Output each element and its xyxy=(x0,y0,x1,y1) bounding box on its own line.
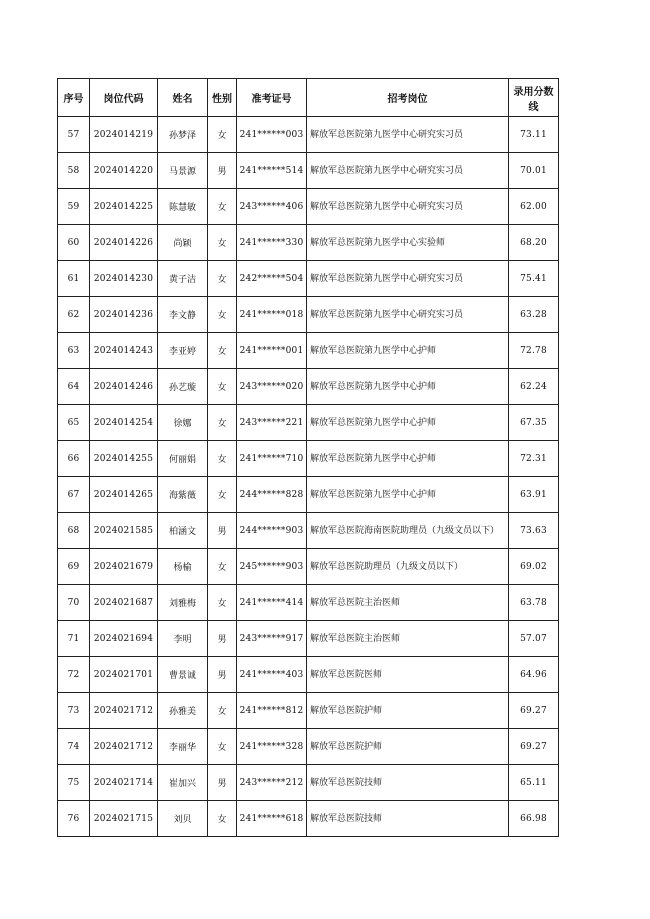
cell-post-code: 2024021712 xyxy=(90,693,158,729)
table-row xyxy=(58,189,559,225)
cell-ticket-number: 241******003 xyxy=(237,117,307,153)
table-row xyxy=(58,513,559,549)
cell-position: 解放军总医院第九医学中心护师 xyxy=(307,405,509,441)
table-row xyxy=(58,765,559,801)
cell-position: 解放军总医院第九医学中心护师 xyxy=(307,477,509,513)
cell-index: 75 xyxy=(58,765,90,801)
cell-post-code: 2024021714 xyxy=(90,765,158,801)
cell-position: 解放军总医院第九医学中心护师 xyxy=(307,369,509,405)
cell-index: 76 xyxy=(58,801,90,837)
cell-name: 李文静 xyxy=(158,297,208,333)
cell-position: 解放军总医院第九医学中心研究实习员 xyxy=(307,261,509,297)
cell-gender: 女 xyxy=(208,261,237,297)
cell-ticket-number: 241******812 xyxy=(237,693,307,729)
cell-score-line: 69.27 xyxy=(509,693,559,729)
table-row xyxy=(58,405,559,441)
cell-score-line: 64.96 xyxy=(509,657,559,693)
cell-post-code: 2024014236 xyxy=(90,297,158,333)
cell-ticket-number: 241******710 xyxy=(237,441,307,477)
cell-position: 解放军总医院海南医院助理员（九级文员以下） xyxy=(307,513,509,549)
cell-name: 海紫薇 xyxy=(158,477,208,513)
cell-post-code: 2024021679 xyxy=(90,549,158,585)
cell-ticket-number: 241******328 xyxy=(237,729,307,765)
cell-index: 59 xyxy=(58,189,90,225)
cell-score-line: 72.78 xyxy=(509,333,559,369)
cell-name: 刘雅梅 xyxy=(158,585,208,621)
cell-position: 解放军总医院医师 xyxy=(307,657,509,693)
cell-ticket-number: 241******403 xyxy=(237,657,307,693)
table-row xyxy=(58,657,559,693)
cell-index: 61 xyxy=(58,261,90,297)
cell-gender: 女 xyxy=(208,297,237,333)
cell-gender: 男 xyxy=(208,153,237,189)
cell-index: 70 xyxy=(58,585,90,621)
cell-ticket-number: 241******330 xyxy=(237,225,307,261)
cell-gender: 女 xyxy=(208,189,237,225)
cell-post-code: 2024014219 xyxy=(90,117,158,153)
cell-name: 马景源 xyxy=(158,153,208,189)
cell-post-code: 2024021701 xyxy=(90,657,158,693)
cell-index: 57 xyxy=(58,117,90,153)
cell-name: 黄子洁 xyxy=(158,261,208,297)
cell-score-line: 73.11 xyxy=(509,117,559,153)
cell-index: 72 xyxy=(58,657,90,693)
cell-name: 尚颖 xyxy=(158,225,208,261)
cell-position: 解放军总医院护师 xyxy=(307,693,509,729)
cell-ticket-number: 243******212 xyxy=(237,765,307,801)
cell-name: 李丽华 xyxy=(158,729,208,765)
header-row xyxy=(58,79,559,117)
cell-index: 66 xyxy=(58,441,90,477)
cell-name: 李明 xyxy=(158,621,208,657)
cell-gender: 女 xyxy=(208,117,237,153)
cell-index: 60 xyxy=(58,225,90,261)
cell-position: 解放军总医院第九医学中心护师 xyxy=(307,441,509,477)
cell-gender: 女 xyxy=(208,441,237,477)
cell-ticket-number: 243******221 xyxy=(237,405,307,441)
cell-post-code: 2024021694 xyxy=(90,621,158,657)
cell-ticket-number: 241******018 xyxy=(237,297,307,333)
cell-name: 柏涵文 xyxy=(158,513,208,549)
cell-score-line: 69.02 xyxy=(509,549,559,585)
cell-name: 孙雅美 xyxy=(158,693,208,729)
cell-gender: 女 xyxy=(208,225,237,261)
header-ticket-number: 准考证号 xyxy=(237,79,307,117)
cell-gender: 女 xyxy=(208,801,237,837)
cell-post-code: 2024014246 xyxy=(90,369,158,405)
cell-name: 孙梦泽 xyxy=(158,117,208,153)
header-score-line: 录用分数线 xyxy=(509,79,559,117)
cell-ticket-number: 244******828 xyxy=(237,477,307,513)
cell-score-line: 70.01 xyxy=(509,153,559,189)
table-row xyxy=(58,153,559,189)
cell-score-line: 62.24 xyxy=(509,369,559,405)
cell-post-code: 2024021687 xyxy=(90,585,158,621)
cell-gender: 女 xyxy=(208,477,237,513)
header-index: 序号 xyxy=(58,79,90,117)
table-row xyxy=(58,729,559,765)
cell-name: 崔加兴 xyxy=(158,765,208,801)
cell-name: 杨榆 xyxy=(158,549,208,585)
cell-ticket-number: 244******903 xyxy=(237,513,307,549)
cell-position: 解放军总医院护师 xyxy=(307,729,509,765)
table-row xyxy=(58,549,559,585)
table-body xyxy=(58,117,559,837)
cell-post-code: 2024014226 xyxy=(90,225,158,261)
table-row xyxy=(58,225,559,261)
cell-score-line: 63.28 xyxy=(509,297,559,333)
results-table xyxy=(57,78,559,837)
cell-score-line: 68.20 xyxy=(509,225,559,261)
cell-position: 解放军总医院第九医学中心研究实习员 xyxy=(307,297,509,333)
table-row xyxy=(58,297,559,333)
cell-score-line: 67.35 xyxy=(509,405,559,441)
cell-name: 徐娜 xyxy=(158,405,208,441)
cell-post-code: 2024014225 xyxy=(90,189,158,225)
cell-position: 解放军总医院第九医学中心研究实习员 xyxy=(307,117,509,153)
table-row xyxy=(58,261,559,297)
cell-position: 解放军总医院主治医师 xyxy=(307,621,509,657)
table-row xyxy=(58,693,559,729)
cell-name: 刘贝 xyxy=(158,801,208,837)
cell-post-code: 2024014254 xyxy=(90,405,158,441)
table-row xyxy=(58,117,559,153)
header-position: 招考岗位 xyxy=(307,79,509,117)
table-row xyxy=(58,801,559,837)
cell-score-line: 75.41 xyxy=(509,261,559,297)
cell-score-line: 63.91 xyxy=(509,477,559,513)
cell-gender: 女 xyxy=(208,693,237,729)
cell-ticket-number: 245******903 xyxy=(237,549,307,585)
cell-index: 58 xyxy=(58,153,90,189)
cell-position: 解放军总医院第九医学中心实验师 xyxy=(307,225,509,261)
cell-post-code: 2024021715 xyxy=(90,801,158,837)
cell-index: 62 xyxy=(58,297,90,333)
cell-name: 陈慧敏 xyxy=(158,189,208,225)
cell-ticket-number: 243******020 xyxy=(237,369,307,405)
cell-gender: 男 xyxy=(208,621,237,657)
table-row xyxy=(58,369,559,405)
table-row xyxy=(58,333,559,369)
cell-position: 解放军总医院主治医师 xyxy=(307,585,509,621)
header-name: 姓名 xyxy=(158,79,208,117)
cell-index: 71 xyxy=(58,621,90,657)
cell-gender: 男 xyxy=(208,513,237,549)
cell-gender: 女 xyxy=(208,333,237,369)
cell-score-line: 63.78 xyxy=(509,585,559,621)
cell-position: 解放军总医院第九医学中心研究实习员 xyxy=(307,189,509,225)
cell-gender: 女 xyxy=(208,549,237,585)
cell-index: 64 xyxy=(58,369,90,405)
cell-position: 解放军总医院第九医学中心研究实习员 xyxy=(307,153,509,189)
cell-ticket-number: 241******001 xyxy=(237,333,307,369)
cell-gender: 女 xyxy=(208,369,237,405)
cell-index: 67 xyxy=(58,477,90,513)
cell-ticket-number: 241******514 xyxy=(237,153,307,189)
cell-post-code: 2024014255 xyxy=(90,441,158,477)
cell-ticket-number: 241******414 xyxy=(237,585,307,621)
cell-post-code: 2024021585 xyxy=(90,513,158,549)
cell-score-line: 66.98 xyxy=(509,801,559,837)
cell-ticket-number: 243******406 xyxy=(237,189,307,225)
cell-gender: 男 xyxy=(208,657,237,693)
cell-ticket-number: 242******504 xyxy=(237,261,307,297)
cell-position: 解放军总医院助理员（九级文员以下） xyxy=(307,549,509,585)
cell-score-line: 62.00 xyxy=(509,189,559,225)
cell-gender: 女 xyxy=(208,729,237,765)
cell-post-code: 2024014243 xyxy=(90,333,158,369)
cell-name: 孙艺璇 xyxy=(158,369,208,405)
cell-index: 65 xyxy=(58,405,90,441)
cell-index: 63 xyxy=(58,333,90,369)
table-row xyxy=(58,441,559,477)
header-post-code: 岗位代码 xyxy=(90,79,158,117)
cell-index: 69 xyxy=(58,549,90,585)
cell-index: 68 xyxy=(58,513,90,549)
cell-position: 解放军总医院技师 xyxy=(307,765,509,801)
cell-score-line: 65.11 xyxy=(509,765,559,801)
table-row xyxy=(58,477,559,513)
cell-name: 曹景诚 xyxy=(158,657,208,693)
table-row xyxy=(58,621,559,657)
cell-position: 解放军总医院第九医学中心护师 xyxy=(307,333,509,369)
cell-position: 解放军总医院技师 xyxy=(307,801,509,837)
cell-index: 73 xyxy=(58,693,90,729)
table-row xyxy=(58,585,559,621)
cell-index: 74 xyxy=(58,729,90,765)
header-gender: 性别 xyxy=(208,79,237,117)
cell-post-code: 2024014230 xyxy=(90,261,158,297)
cell-name: 李亚婷 xyxy=(158,333,208,369)
cell-score-line: 73.63 xyxy=(509,513,559,549)
cell-post-code: 2024014265 xyxy=(90,477,158,513)
cell-score-line: 72.31 xyxy=(509,441,559,477)
cell-score-line: 57.07 xyxy=(509,621,559,657)
cell-ticket-number: 241******618 xyxy=(237,801,307,837)
cell-ticket-number: 243******917 xyxy=(237,621,307,657)
cell-name: 何丽娟 xyxy=(158,441,208,477)
cell-gender: 女 xyxy=(208,585,237,621)
cell-gender: 男 xyxy=(208,765,237,801)
cell-score-line: 69.27 xyxy=(509,729,559,765)
cell-post-code: 2024021712 xyxy=(90,729,158,765)
cell-gender: 女 xyxy=(208,405,237,441)
cell-post-code: 2024014220 xyxy=(90,153,158,189)
